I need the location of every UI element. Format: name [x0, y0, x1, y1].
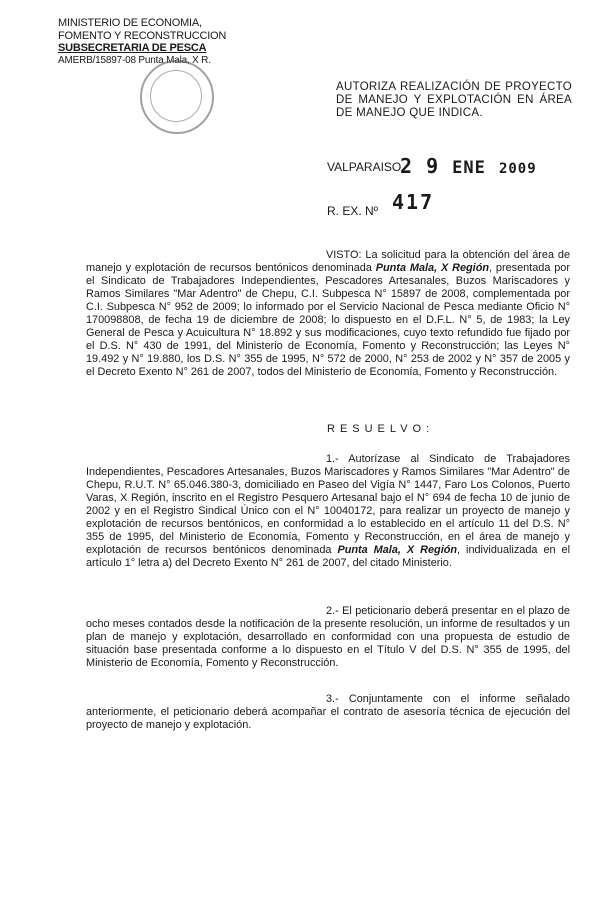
resolution-item-3: 3.- Conjuntamente con el informe señalado anteriormente, el peticionario deberá acompañar el contrato de asesoría técnica de ejecución del proyecto de manejo y explotación.	[86, 693, 570, 731]
date-month: ENE	[452, 158, 486, 178]
reference-code: AMERB/15897-08 Punta Mala, X R.	[58, 54, 211, 66]
ministry-name-cont: FOMENTO Y RECONSTRUCCION	[58, 29, 227, 42]
visto-text: VISTO: La solicitud para la obtención del área de manejo y explotación de recursos bentónicos denominada	[86, 249, 570, 274]
resolution-item-1	[86, 453, 570, 570]
date-day: 2 9	[400, 154, 440, 178]
resolution-label: R. EX. Nº	[327, 204, 379, 218]
resolution-item-2: 2.- El peticionario deberá presentar en el plazo de ocho meses contados desde la notificación de la presente resolución, un informe de resultados y un plan de manejo y explotación, desarrollado en conformidad con una propuesta de estudio de situación base presentada conforme a lo dispuesto en el Título V del D.S. N° 355 de 1995, del Ministerio de Economía, Fomento y Reconstrucción.	[86, 605, 570, 669]
ministry-name: MINISTERIO DE ECONOMIA,	[58, 17, 202, 29]
date-year: 2009	[498, 161, 537, 177]
item1-text: 1.- Autorízase al Sindicato de Trabajadores Independientes, Pescadores Artesanales, Buzos Mariscadores y Ramos Similares "Mar Adentro" de Chepu, R.U.T. N° 65.046.380-3, domiciliado en Paseo del Vigía N° 1447, Faro Los Colonos, Puerto Varas, X Región, inscrito en el Registro Pesquero Artesanal bajo el N° 694 de fecha 10 de junio de 2002 y en el Registro Sindical Único con el N° 10040172, para realizar un proyecto de manejo y explotación de recursos bentónicos, en conformidad a lo establecido en el artículo 11 del D.S. N° 355 de 1995, del Ministerio de Economía, Fomento y Reconstrucción, en el área de manejo y explotación de recursos bentónicos denominada	[86, 453, 570, 556]
subsecretaria-name: SUBSECRETARIA DE PESCA	[58, 42, 207, 54]
item1-area-name: Punta Mala, X Región	[337, 544, 458, 556]
visto-area-name: Punta Mala, X Región	[375, 262, 489, 274]
place-label: VALPARAISO,	[327, 160, 405, 174]
visto-text-rest: , presentada por el Sindicato de Trabajadores Independientes, Pescadores Artesanales, Buzos Mariscadores y Ramos Similares "Mar Adentro" de Chepu, C.I. Subpesca N° 15897 de 2008, complementada por C.I. Subpesca N° 952 de 2009; lo informado por el Servicio Nacional de Pesca mediante Oficio N° 170098808, de fecha 19 de diciembre de 2008; lo dispuesto en el D.F.L. N° 5, de 1983; la Ley General de Pesca y Acuicultura N° 18.892 y sus modificaciones, cuyo texto refundido fue fijado por el D.S. N° 430 de 1991, del Ministerio de Economía, Fomento y Reconstrucción; las Leyes N° 19.492 y N° 19.880, los D.S. N° 355 de 1995, N° 572 de 2000, N° 253 de 2002 y N° 357 de 2005 y el Decreto Exento N° 261 de 2007, todos del Ministerio de Economía, Fomento y Reconstrucción.	[86, 262, 570, 378]
item1-text-rest: , individualizada en el artículo 1° letra a) del Decreto Exento N° 261 de 2007, del citado Ministerio.	[86, 544, 570, 569]
visto-paragraph	[86, 249, 570, 379]
resuelvo-heading: RESUELVO:	[327, 423, 435, 435]
ministry-header	[58, 17, 226, 67]
resolution-number: 417	[392, 190, 435, 214]
official-seal-stamp	[140, 60, 214, 134]
document-subject: AUTORIZA REALIZACIÓN DE PROYECTO DE MANEJO Y EXPLOTACIÓN EN ÁREA DE MANEJO QUE INDICA.	[336, 81, 572, 119]
date-stamp	[400, 154, 537, 178]
